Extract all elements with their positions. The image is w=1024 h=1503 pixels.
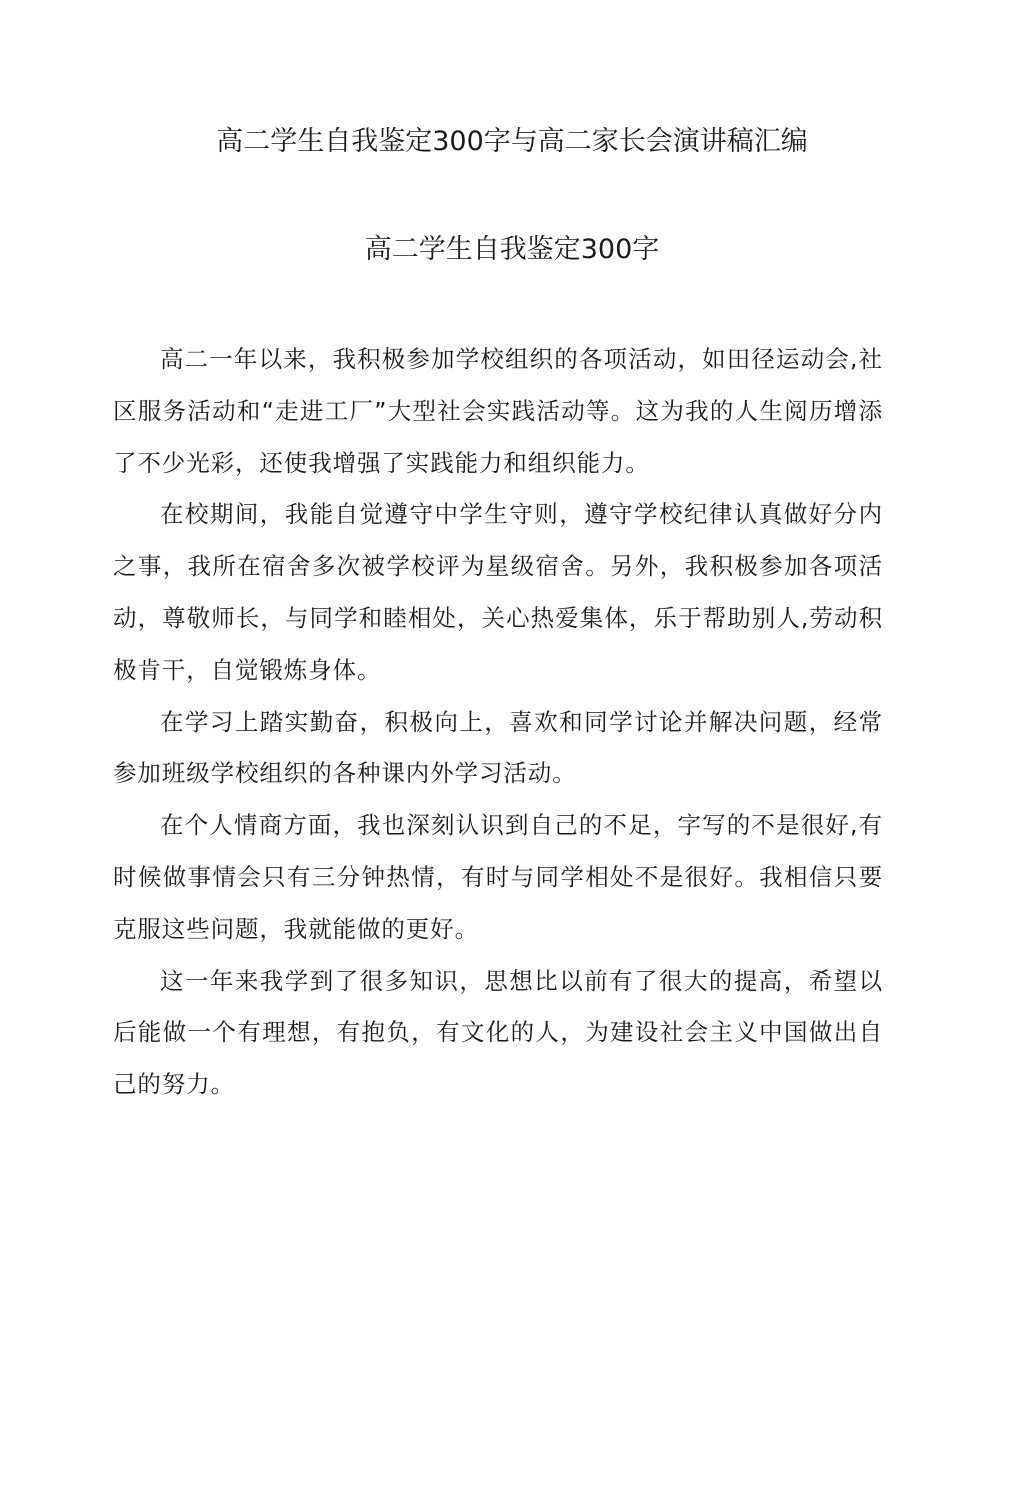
section-title: 高二学生自我鉴定300字: [364, 234, 660, 265]
paragraph: 在学习上踏实勤奋，积极向上，喜欢和同学讨论并解决问题，经常参加班级学校组织的各种课内外学习活动。: [113, 707, 883, 788]
paragraph: 这一年来我学到了很多知识，思想比以前有了很大的提高，希望以后能做一个有理想，有抱负，有文化的人，为建设社会主义中国做出自己的努力。: [113, 966, 883, 1099]
document-title: 高二学生自我鉴定300字与高二家长会演讲稿汇编: [216, 126, 808, 157]
paragraph: 高二一年以来，我积极参加学校组织的各项活动，如田径运动会,社区服务活动和“走进工厂”大型社会实践活动等。这为我的人生阅历增添了不少光彩，还使我增强了实践能力和组织能力。: [113, 345, 883, 477]
document-body: [113, 334, 883, 1111]
paragraph: 在个人情商方面，我也深刻认识到自己的不足，字写的不是很好,有时候做事情会只有三分钟热情，有时与同学相处不是很好。我相信只要克服这些问题，我就能做的更好。: [113, 811, 883, 943]
paragraph: 在校期间，我能自觉遵守中学生守则，遵守学校纪律认真做好分内之事，我所在宿舍多次被学校评为星级宿舍。另外，我积极参加各项活动，尊敬师长，与同学和睦相处，关心热爱集体，乐于帮助别人,劳动积极肯干，自觉锻炼身体。: [113, 500, 883, 684]
